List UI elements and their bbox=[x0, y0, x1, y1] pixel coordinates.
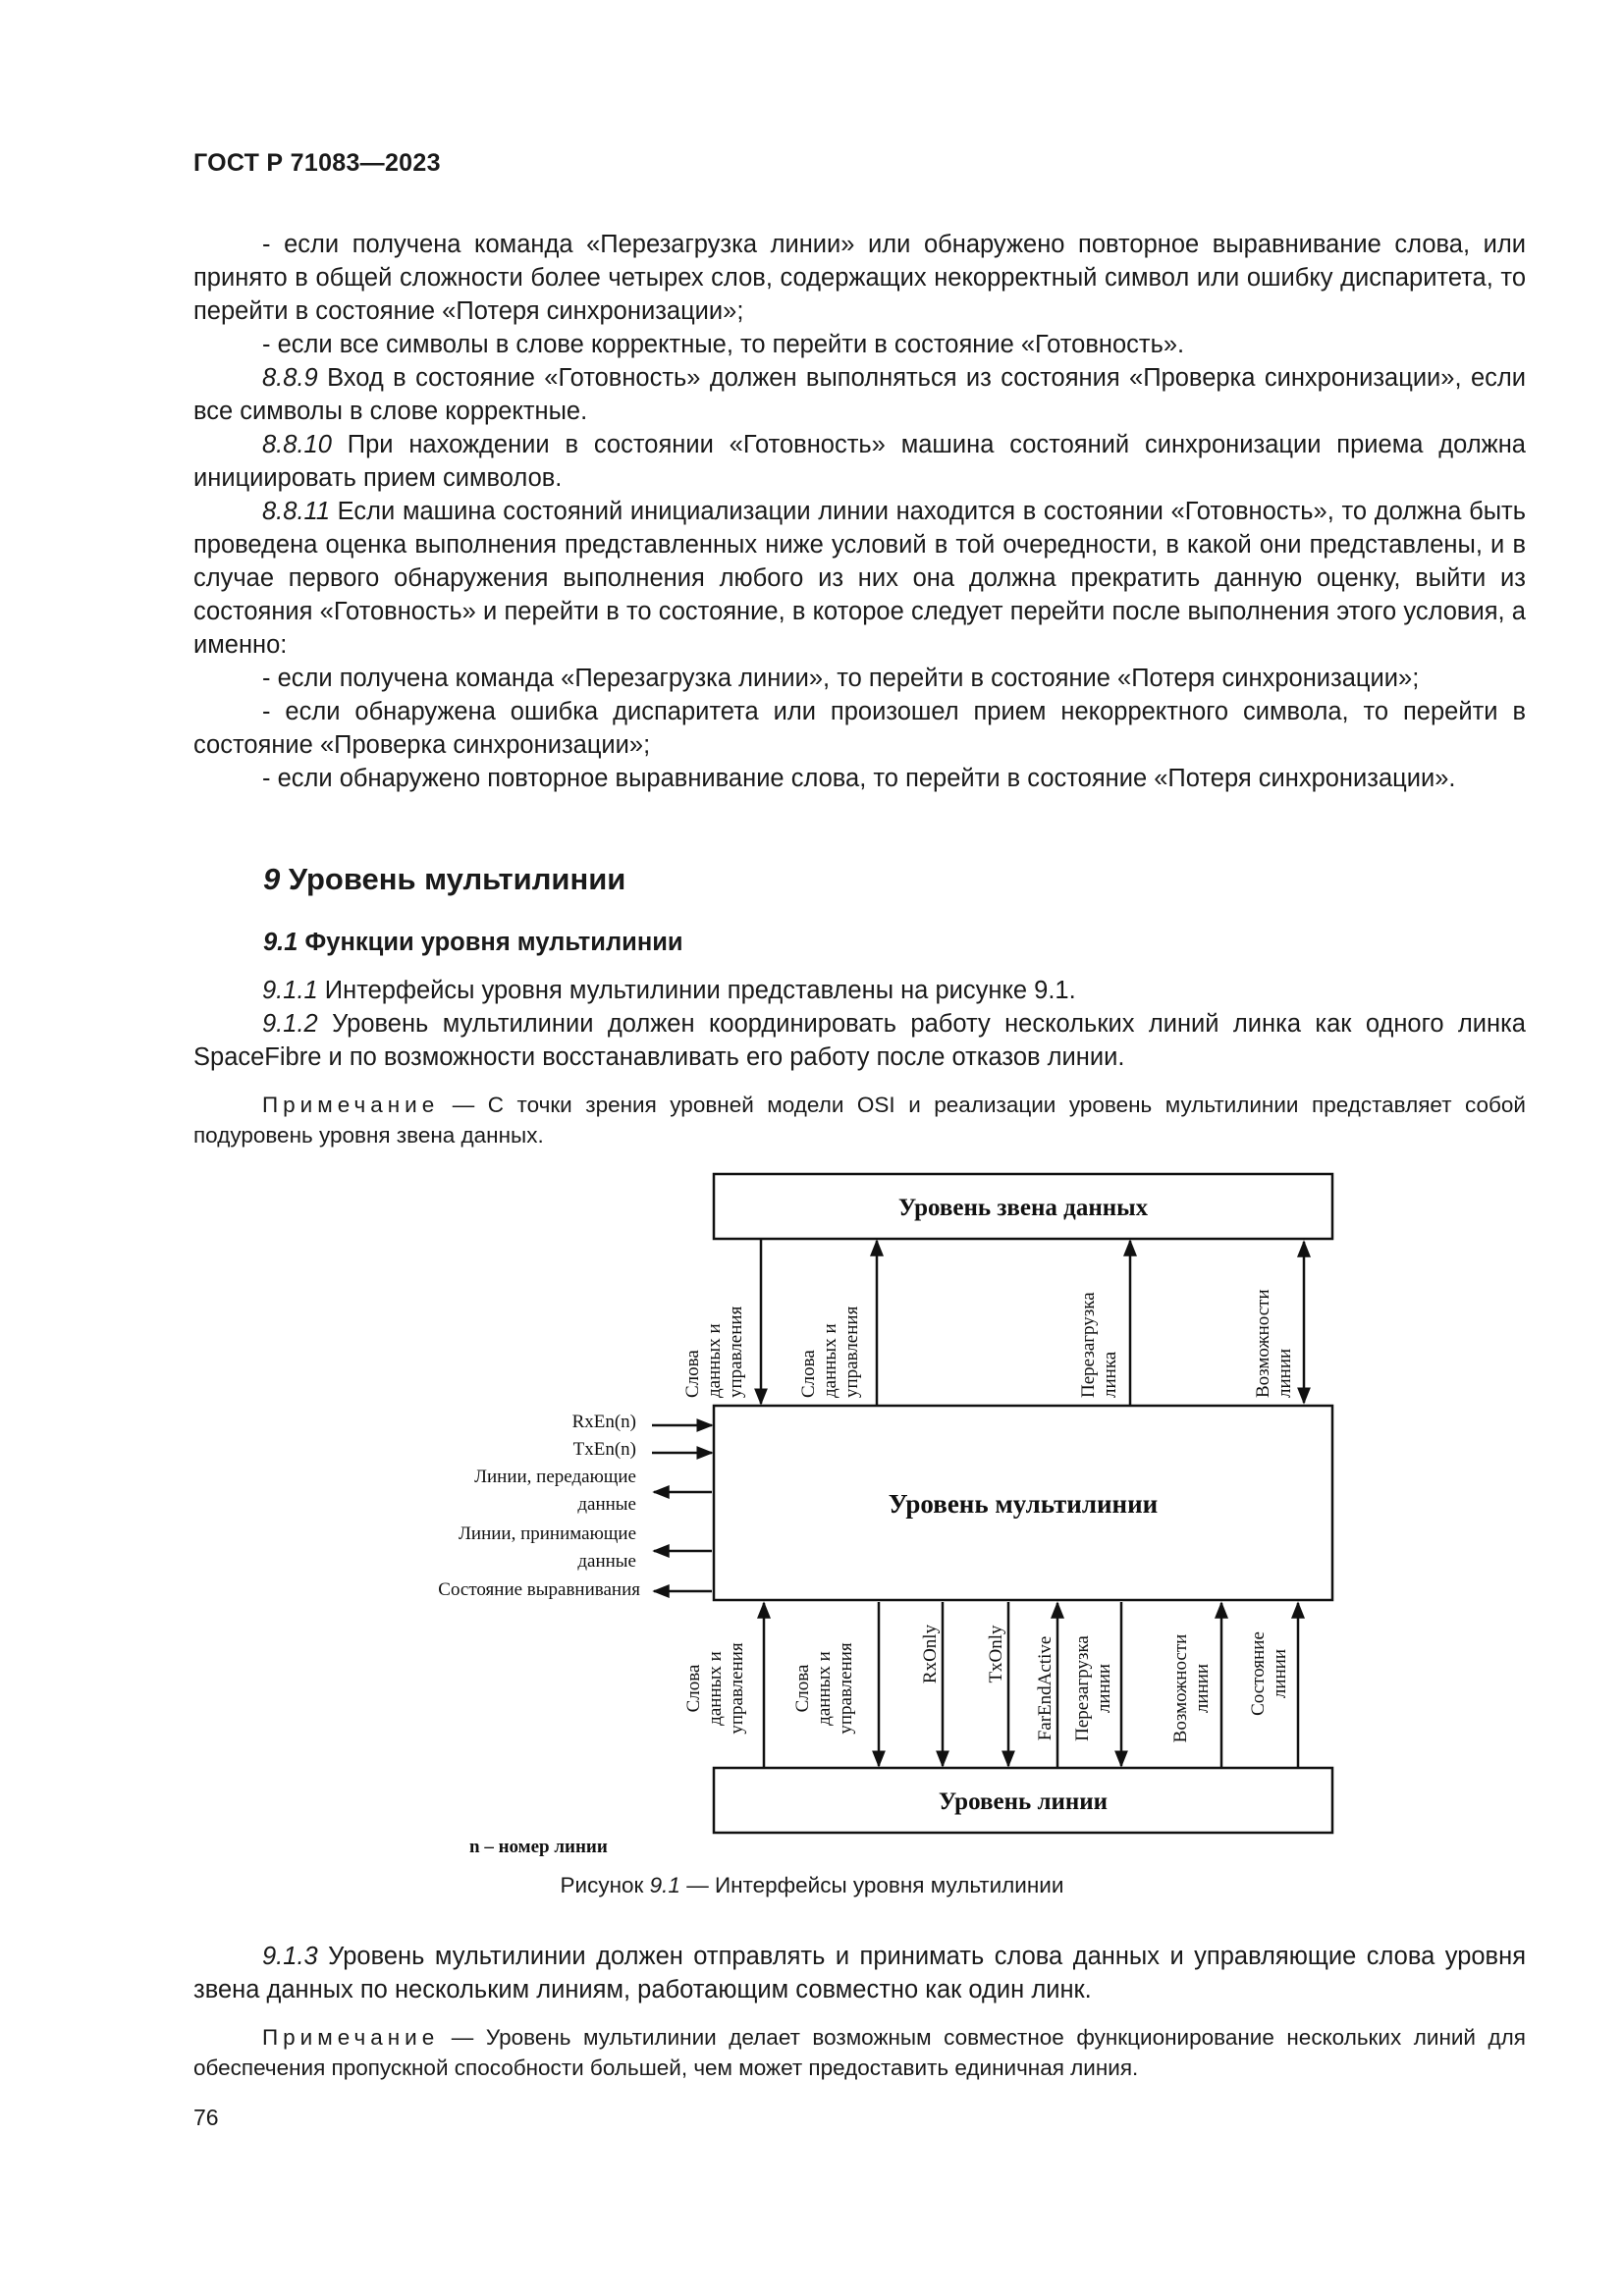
bottom-label-1: Словаданных иуправления bbox=[683, 1642, 747, 1735]
document-code: ГОСТ Р 71083—2023 bbox=[193, 149, 441, 177]
note-label: Примечание bbox=[262, 1093, 440, 1117]
paragraph-text: Интерфейсы уровня мультилинии представлены на рисунке 9.1. bbox=[317, 977, 1076, 1004]
paragraph: - если получена команда «Перезагрузка линии», то перейти в состояние «Потеря синхронизации»; bbox=[262, 665, 1420, 692]
clause-number: 8.8.10 bbox=[262, 431, 332, 458]
page-number: 76 bbox=[193, 2105, 219, 2130]
clause-number: 9.1.2 bbox=[262, 1010, 318, 1038]
subsection-number: 9.1 bbox=[263, 929, 298, 956]
top-label-3: Перезагрузкалинка bbox=[1078, 1292, 1120, 1398]
lane-layer-label: Уровень линии bbox=[938, 1789, 1109, 1815]
note-label: Примечание bbox=[262, 2025, 440, 2050]
text-block-3 bbox=[193, 1940, 1526, 2006]
note bbox=[193, 2022, 1526, 2083]
paragraph: - если обнаружено повторное выравнивание слова, то перейти в состояние «Потеря синхронизации». bbox=[262, 765, 1456, 792]
top-label-4: Возможностилинии bbox=[1253, 1289, 1295, 1398]
clause-number: 8.8.9 bbox=[262, 364, 318, 392]
paragraph: - если получена команда «Перезагрузка линии» или обнаружено повторное выравнивание слова, или принято в общей сложности более четырех слов, содержащих некорректный символ или ошибку диспаритета, то перейти в состояние «Потеря синхронизации»; bbox=[193, 231, 1526, 325]
bottom-label-lane-state: Состояниелинии bbox=[1248, 1631, 1290, 1716]
bottom-label-lane-capabilities: Возможностилинии bbox=[1170, 1633, 1213, 1743]
paragraph bbox=[193, 1940, 1526, 2006]
multilane-layer-label: Уровень мультилинии bbox=[888, 1489, 1159, 1519]
caption-prefix: Рисунок bbox=[560, 1873, 650, 1897]
bottom-label-lane-reset: Перезагрузкалинии bbox=[1072, 1635, 1114, 1741]
left-label-txen: TxEn(n) bbox=[572, 1439, 636, 1460]
diagram-footnote: n – номер линии bbox=[469, 1837, 608, 1857]
left-label-tx-lanes: Линии, передающие bbox=[474, 1467, 636, 1487]
bottom-label-rxonly: RxOnly bbox=[920, 1624, 941, 1684]
figure-caption bbox=[0, 1873, 1624, 1898]
caption-text: — Интерфейсы уровня мультилинии bbox=[679, 1873, 1064, 1897]
note-text: — С точки зрения уровней модели OSI и реализации уровень мультилинии представляет собой подуровень уровня звена данных. bbox=[193, 1093, 1526, 1148]
paragraph: - если все символы в слове корректные, то перейти в состояние «Готовность». bbox=[262, 331, 1185, 358]
left-label-rx-lanes: Линии, принимающие bbox=[459, 1523, 636, 1544]
subsection-title: Функции уровня мультилинии bbox=[298, 929, 683, 956]
bottom-label-2: Словаданных иуправления bbox=[792, 1642, 856, 1735]
section-title: Уровень мультилинии bbox=[280, 862, 626, 896]
section-number: 9 bbox=[263, 862, 281, 896]
paragraph-text: При нахождении в состоянии «Готовность» машина состояний синхронизации приема должна инициировать прием символов. bbox=[193, 431, 1526, 492]
left-label-alignment: Состояние выравнивания bbox=[438, 1579, 640, 1600]
clause-number: 9.1.1 bbox=[262, 977, 318, 1004]
paragraph-text: Уровень мультилинии должен координировать работу нескольких линий линка как одного линка SpaceFibre и по возможности восстанавливать его работу после отказов линии. bbox=[193, 1010, 1526, 1071]
data-link-layer-label: Уровень звена данных bbox=[897, 1195, 1149, 1221]
paragraph-text: Вход в состояние «Готовность» должен выполняться из состояния «Проверка синхронизации», если все символы в слове корректные. bbox=[193, 364, 1526, 425]
paragraph-text: Уровень мультилинии должен отправлять и принимать слова данных и управляющие слова уровня звена данных по нескольким линиям, работающим совместно как один линк. bbox=[193, 1943, 1526, 2003]
top-label-1: Словаданных иуправления bbox=[682, 1306, 746, 1398]
caption-number: 9.1 bbox=[649, 1873, 680, 1897]
left-label-rx-lanes-2: данные bbox=[577, 1551, 636, 1572]
left-label-tx-lanes-2: данные bbox=[577, 1494, 636, 1515]
note-text: — Уровень мультилинии делает возможным совместное функционирование нескольких линий для обеспечения пропускной способности большей, чем может предоставить единичная линия. bbox=[193, 2025, 1526, 2080]
left-label-rxen: RxEn(n) bbox=[571, 1412, 636, 1432]
bottom-label-txonly: TxOnly bbox=[986, 1625, 1006, 1683]
clause-number: 9.1.3 bbox=[262, 1943, 318, 1970]
paragraph: - если обнаружена ошибка диспаритета или произошел прием некорректного символа, то перейти в состояние «Проверка синхронизации»; bbox=[193, 698, 1526, 759]
clause-number: 8.8.11 bbox=[262, 498, 331, 525]
top-label-2: Словаданных иуправления bbox=[798, 1306, 862, 1398]
bottom-label-farendactive: FarEndActive bbox=[1035, 1635, 1056, 1741]
paragraph-text: Если машина состояний инициализации линии находится в состоянии «Готовность», то должна быть проведена оценка выполнения представленных ниже условий в той очередности, в какой они представлены, и в случае первого обнаружения выполнения любого из них она должна прекратить данную оценку, выйти из состояния «Готовность» и перейти в то состояние, в которое следует перейти после выполнения этого условия, а именно: bbox=[193, 498, 1526, 659]
